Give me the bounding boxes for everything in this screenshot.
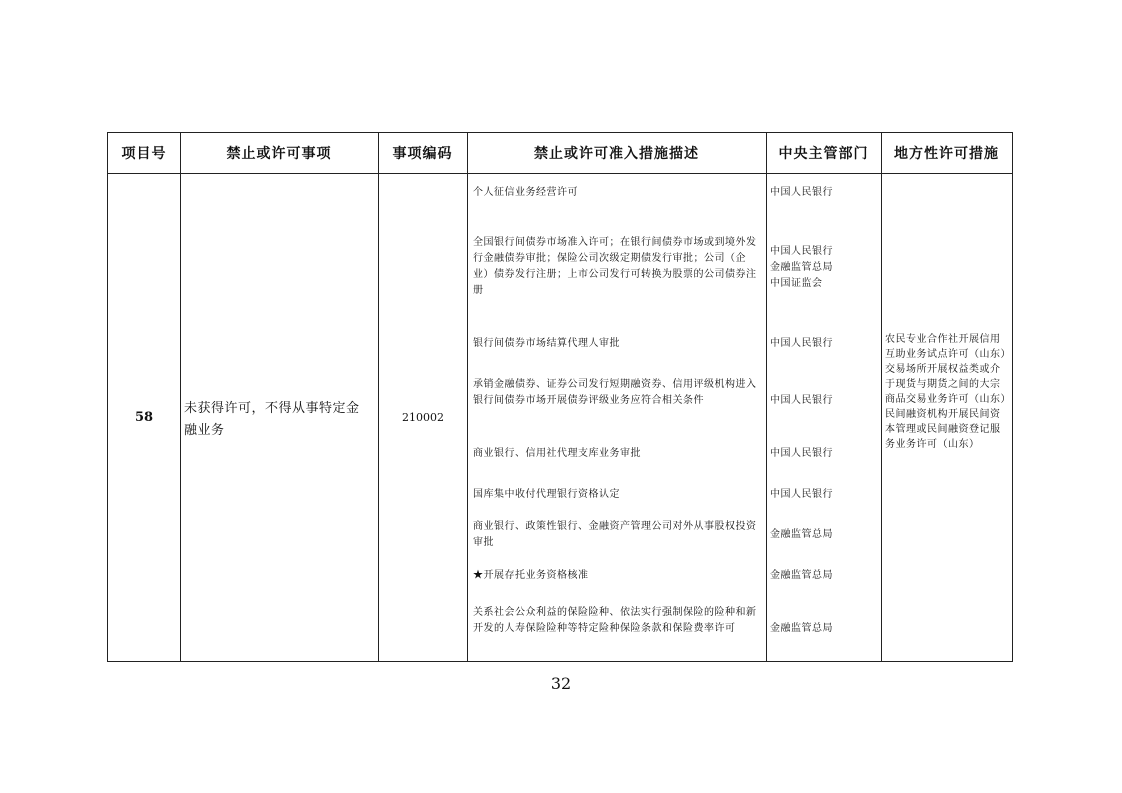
department-name: 中国人民银行	[770, 395, 833, 406]
department-name: 中国人民银行	[770, 187, 833, 198]
column-divider	[467, 133, 468, 661]
column-divider	[881, 133, 882, 661]
department-name: 金融监管总局	[770, 262, 833, 273]
header-central-department: 中央主管部门	[778, 146, 869, 162]
department-name: 中国人民银行	[770, 489, 833, 500]
department-cell	[770, 621, 880, 637]
row-project-number: 58	[134, 410, 154, 425]
department-name: 中国人民银行	[770, 338, 833, 349]
row-item: 未获得许可，不得从事特定金融业务	[184, 401, 360, 438]
local-measures: 农民专业合作社开展信用互助业务试点许可（山东）交易场所开展权益类或介于现货与期货之间的大宗商品交易业务许可（山东）民间融资机构开展民间资本管理或民间融资登记服务业务许可（山东）	[885, 334, 1006, 450]
column-divider	[180, 133, 181, 661]
header-divider	[108, 173, 1012, 174]
measure-description: 国库集中收付代理银行资格认定	[473, 489, 620, 500]
department-name: 金融监管总局	[770, 529, 833, 540]
department-name: 金融监管总局	[770, 623, 833, 634]
measure-description: 商业银行、政策性银行、金融资产管理公司对外从事股权投资审批	[473, 521, 757, 548]
department-name: 金融监管总局	[770, 570, 833, 581]
row-code: 210002	[402, 411, 444, 424]
department-cell	[770, 568, 880, 584]
department-name: 中国人民银行	[770, 246, 833, 257]
measure-description: ★开展存托业务资格核准	[473, 570, 589, 581]
department-cell	[770, 487, 880, 503]
department-cell	[770, 446, 880, 462]
measure-description: 承销金融债券、证券公司发行短期融资券、信用评级机构进入银行间债券市场开展债券评级业务应符合相关条件	[473, 379, 757, 406]
column-divider	[766, 133, 767, 661]
header-local-measures: 地方性许可措施	[894, 146, 999, 162]
header-measure-description: 禁止或许可准入措施描述	[534, 146, 699, 162]
page-number: 32	[550, 674, 572, 693]
measure-description: 个人征信业务经营许可	[473, 187, 578, 198]
department-cell	[770, 336, 880, 352]
header-code: 事项编码	[392, 146, 453, 162]
header-project-number: 项目号	[121, 146, 167, 162]
header-item: 禁止或许可事项	[226, 146, 332, 162]
measure-description: 全国银行间债券市场准入许可；在银行间债券市场或到境外发行金融债券审批；保险公司次级定期债发行审批；公司（企业）债券发行注册；上市公司发行可转换为股票的公司债券注册	[473, 237, 757, 296]
department-cell	[770, 185, 880, 201]
department-cell	[770, 244, 880, 292]
department-cell	[770, 527, 880, 543]
department-name: 中国证监会	[770, 278, 823, 289]
department-cell	[770, 393, 880, 409]
measure-description: 关系社会公众利益的保险险种、依法实行强制保险的险种和新开发的人寿保险险种等特定险种保险条款和保险费率许可	[473, 607, 757, 634]
permission-table	[107, 132, 1013, 662]
measure-description: 银行间债券市场结算代理人审批	[473, 338, 620, 349]
measure-description: 商业银行、信用社代理支库业务审批	[473, 448, 641, 459]
department-name: 中国人民银行	[770, 448, 833, 459]
